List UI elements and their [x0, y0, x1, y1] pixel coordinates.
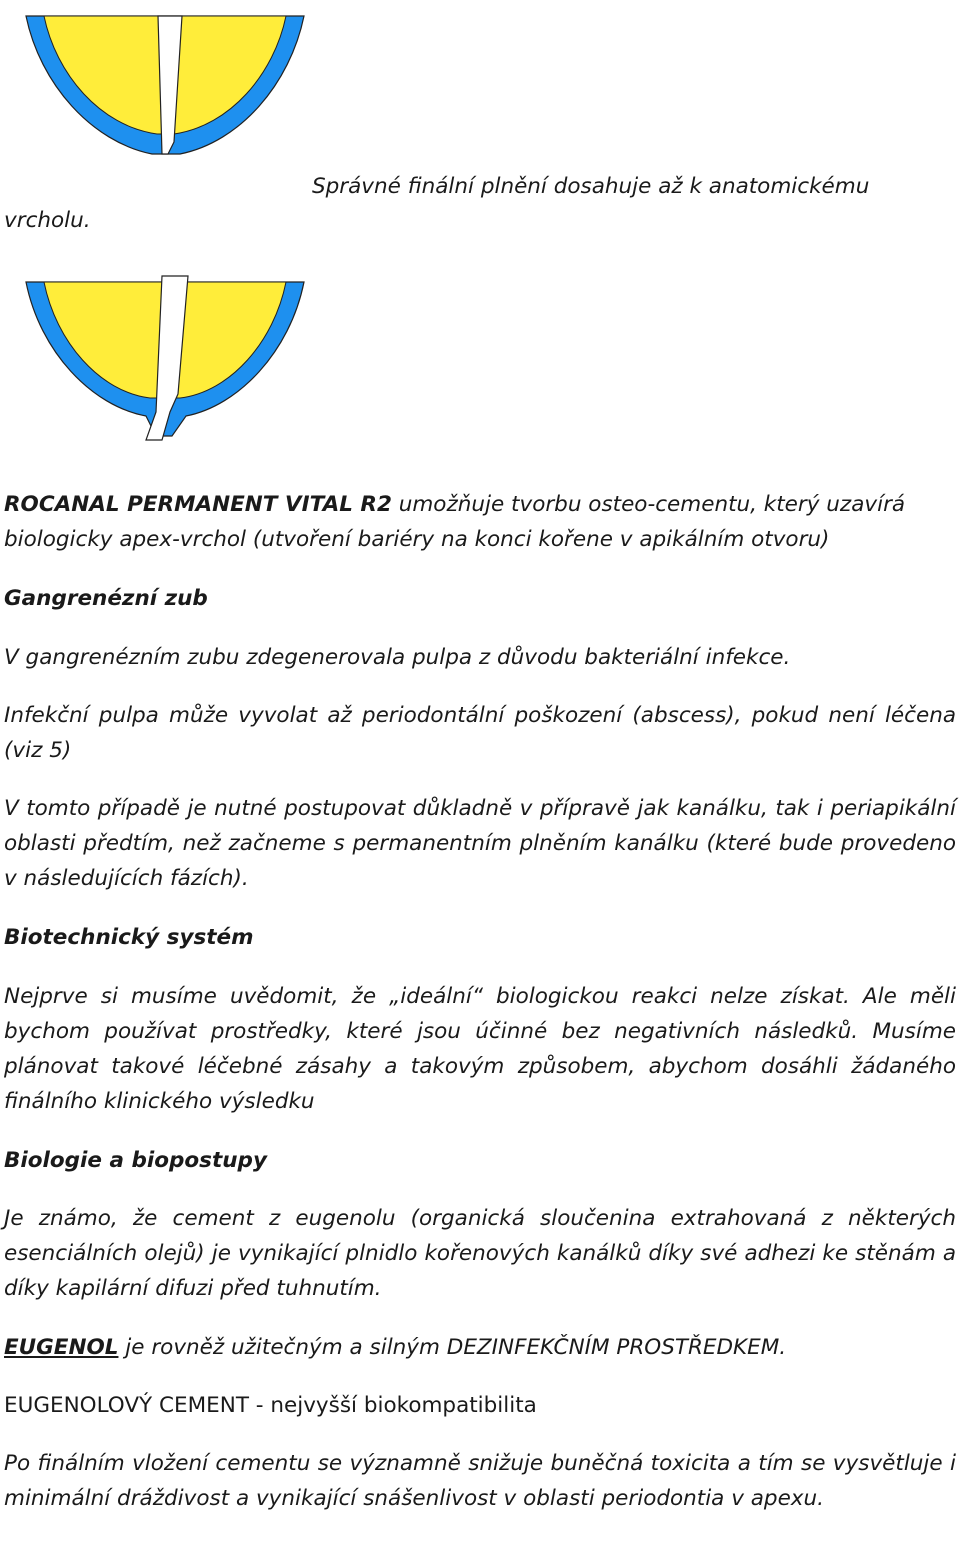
biotech-heading: Biotechnický systém	[4, 925, 254, 950]
rocanal-paragraph	[4, 487, 956, 557]
biotech-paragraph: Nejprve si musíme uvědomit, že „ideální“ biologickou reakci nelze získat. Ale měli bychom používat prostředky, které jsou účinné bez negativních následků. Musíme plánovat takové léčebné zásahy a takovým způsobem, abychom dosáhli žádaného finálního klinického výsledku	[4, 984, 956, 1114]
gangrene-paragraph-1: V gangrenézním zubu zdegenerovala pulpa z důvodu bakteriální infekce.	[4, 645, 791, 670]
biology-heading: Biologie a biopostupy	[4, 1148, 267, 1173]
rocanal-brand: ROCANAL PERMANENT VITAL R2	[4, 492, 392, 517]
eugenol-cement-line: EUGENOLOVÝ CEMENT - nejvyšší biokompatibilita	[4, 1393, 537, 1418]
gangrene-heading: Gangrenézní zub	[4, 586, 208, 611]
gangrene-paragraph-2: Infekční pulpa může vyvolat až periodontální poškození (abscess), pokud není léčena (viz 5)	[4, 703, 956, 763]
tooth-root-canal-apex-barrier-icon	[22, 274, 308, 442]
eugenol-paragraph	[4, 1330, 956, 1365]
tooth-root-canal-correct-filling-icon	[22, 14, 308, 164]
figure-caption-line1: Správné finální plnění dosahuje až k anatomickému	[312, 174, 870, 199]
eugenol-word: EUGENOL	[4, 1335, 119, 1360]
gangrene-paragraph-3: V tomto případě je nutné postupovat důkladně v přípravě jak kanálku, tak i periapikální oblasti předtím, než začneme s permanentním plněním kanálku (které bude provedeno v následujících fázích).	[4, 796, 956, 891]
final-paragraph: Po finálním vložení cementu se významně snižuje buněčná toxicita a tím se vysvětluje i minimální dráždivost a vynikající snášenlivost v oblasti periodontia v apexu.	[4, 1451, 956, 1511]
eugenol-rest: je rovněž užitečným a silným DEZINFEKČNÍM PROSTŘEDKEM.	[118, 1335, 787, 1360]
biology-paragraph: Je známo, že cement z eugenolu (organická sloučenina extrahovaná z některých esenciálních olejů) je vynikající plnidlo kořenových kanálků díky své adhezi ke stěnám a díky kapilární difuzi před tuhnutím.	[4, 1206, 956, 1301]
rocanal-line2: biologicky apex-vrchol (utvoření bariéry na konci kořene v apikálním otvoru)	[4, 527, 830, 552]
figure-caption-line2: vrcholu.	[4, 208, 91, 233]
rocanal-line1: umožňuje tvorbu osteo-cementu, který uzavírá	[391, 492, 906, 517]
